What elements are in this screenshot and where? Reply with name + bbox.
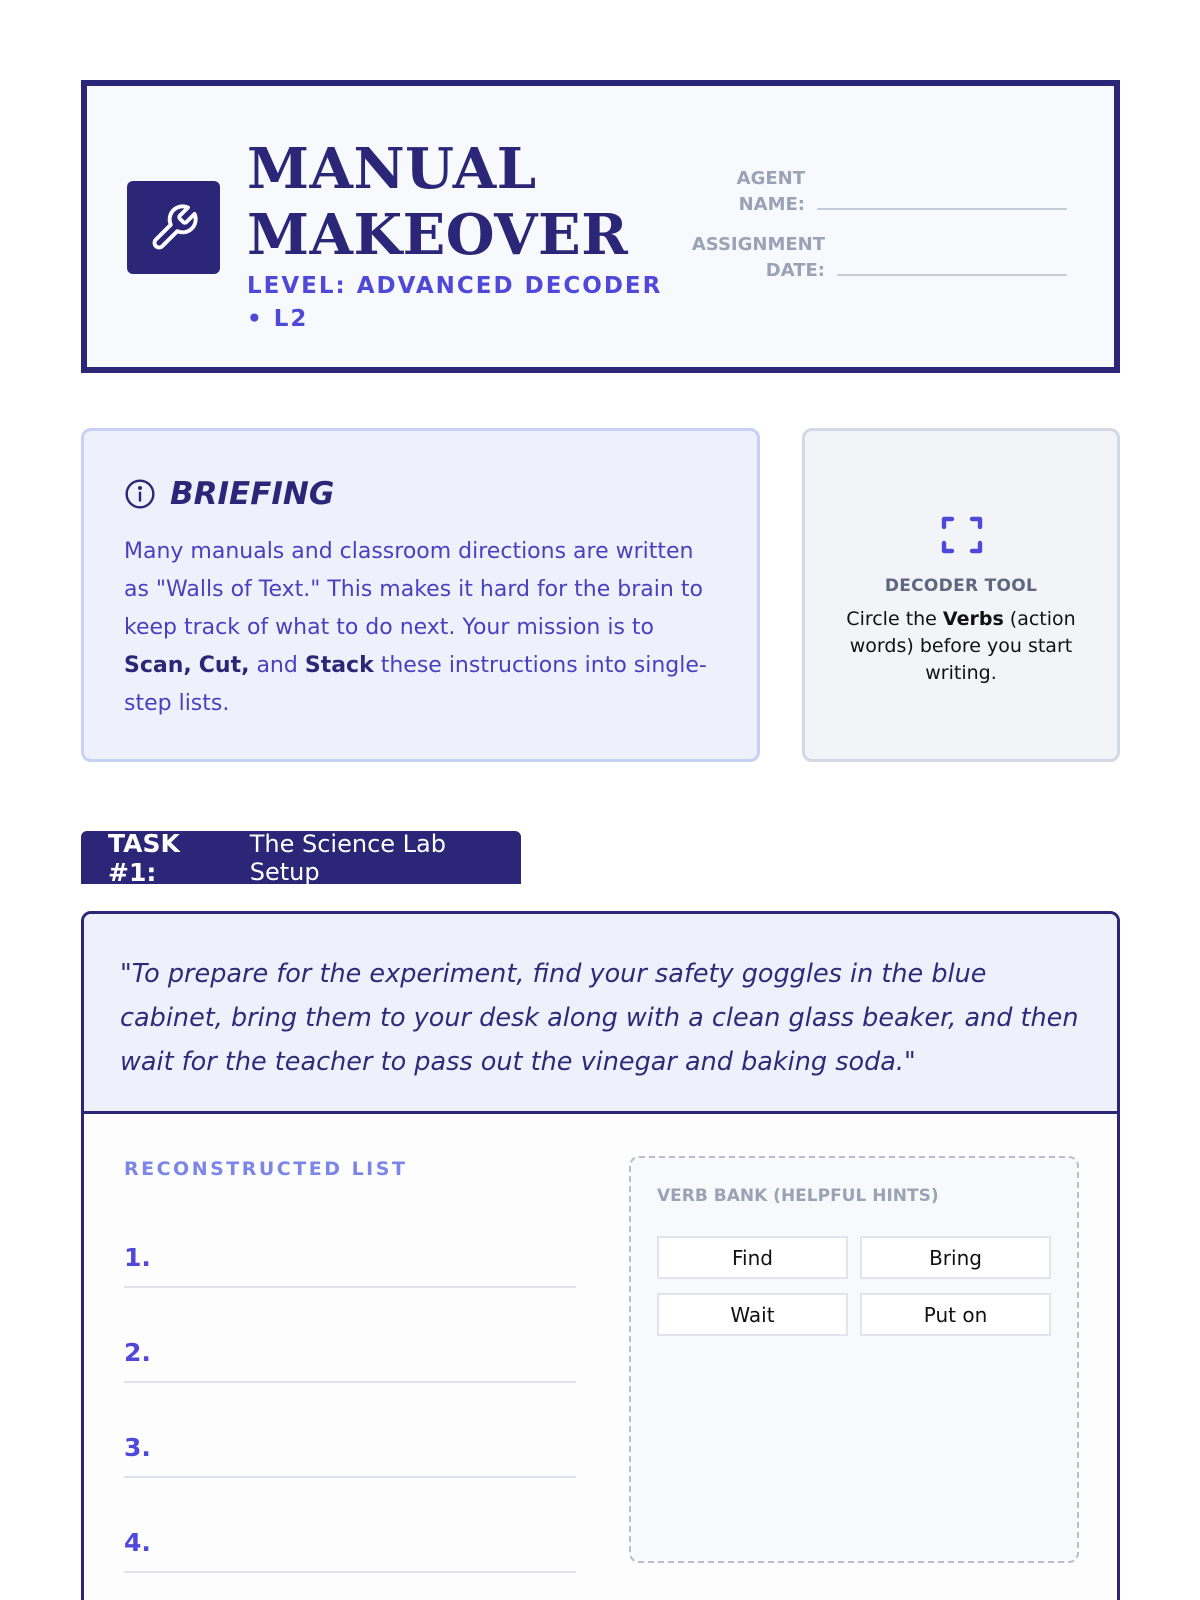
stack-keyword: Stack — [304, 653, 374, 678]
student-fields — [677, 166, 1067, 298]
list-number: 3. — [124, 1433, 151, 1462]
info-icon — [124, 478, 156, 510]
list-item[interactable] — [124, 1192, 576, 1288]
title-block — [247, 136, 667, 336]
agent-name-label: AGENT NAME: — [736, 168, 805, 215]
wrench-icon — [148, 202, 200, 254]
briefing-text: Many manuals and classroom directions are written as "Walls of Text." This makes it hard for the brain to keep track of what to do next. Your mission is to Scan, Cut, and Stack these instructions into single-step lists. — [124, 539, 707, 716]
verb-chip-bring: Bring — [860, 1236, 1051, 1279]
assignment-date-label: ASSIGNMENT DATE: — [691, 234, 825, 281]
briefing-title: BRIEFING — [170, 476, 335, 512]
list-item[interactable] — [124, 1477, 576, 1573]
reconstructed-list-label: RECONSTRUCTED LIST — [124, 1158, 408, 1180]
decoder-tool-label: DECODER TOOL — [884, 576, 1038, 596]
level-subtitle: LEVEL: ADVANCED DECODER • L2 — [247, 273, 663, 332]
verb-chip-wait: Wait — [657, 1293, 848, 1336]
list-number: 2. — [124, 1338, 151, 1367]
cut-keyword: Cut, — [198, 653, 250, 678]
task-tab — [81, 828, 521, 887]
logo — [127, 181, 220, 274]
task-card — [81, 911, 1120, 1600]
briefing-panel — [81, 428, 760, 762]
task-name: The Science Lab Setup — [249, 829, 446, 886]
list-item[interactable] — [124, 1382, 576, 1478]
page-title-line2: MAKEOVER — [247, 202, 629, 268]
page-title-line1: MANUAL — [247, 136, 537, 202]
scan-keyword: Scan, — [124, 653, 192, 678]
scan-frame-icon — [938, 511, 986, 559]
decoder-tool-text: Circle the Verbs (action words) before you start writing. — [846, 608, 1076, 684]
list-number: 1. — [124, 1243, 151, 1272]
task-number: TASK #1: — [108, 828, 180, 887]
instruction-quote: "To prepare for the experiment, find your safety goggles in the blue cabinet, bring them to your desk along with a clean glass beaker, and then wait for the teacher to pass out the vinegar and baking soda." — [84, 914, 1117, 1114]
agent-name-field[interactable] — [817, 208, 1067, 210]
verb-bank-label: VERB BANK (HELPFUL HINTS) — [657, 1186, 939, 1206]
list-number: 4. — [124, 1528, 151, 1557]
verb-bank — [629, 1156, 1079, 1563]
assignment-date-field[interactable] — [837, 274, 1067, 276]
list-item[interactable] — [124, 1287, 576, 1383]
worksheet-header — [81, 80, 1120, 373]
decoder-tool-panel — [802, 428, 1120, 762]
verb-chip-find: Find — [657, 1236, 848, 1279]
verb-chip-put-on: Put on — [860, 1293, 1051, 1336]
